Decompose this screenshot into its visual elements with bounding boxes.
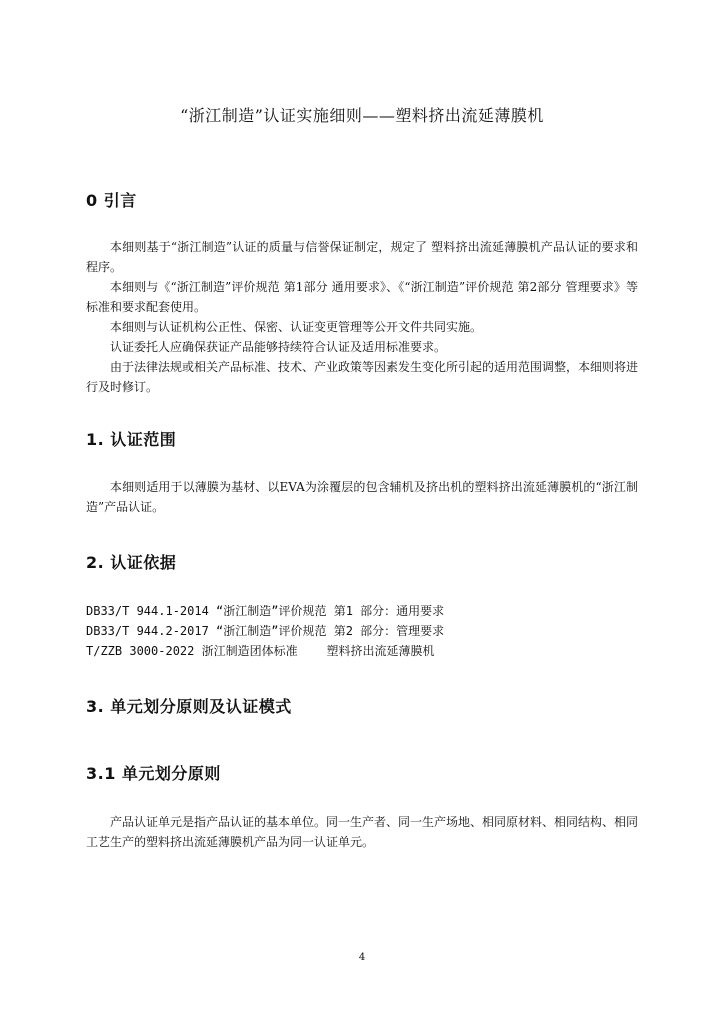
section-1-body <box>86 477 638 517</box>
reference-item: T/ZZB 3000-2022 浙江制造团体标准 塑料挤出流延薄膜机 <box>86 644 435 658</box>
reference-item: DB33/T 944.1-2014 “浙江制造”评价规范 第1 部分：通用要求 <box>86 604 445 618</box>
section-3-1-body <box>86 812 638 852</box>
section-0-paragraph: 本细则与《“浙江制造”评价规范 第1部分 通用要求》、《“浙江制造”评价规范 第2部分 管理要求》等标准和要求配套使用。 <box>86 280 638 314</box>
section-1-paragraph: 本细则适用于以薄膜为基材、以EVA为涂覆层的包含辅机及挤出机的塑料挤出流延薄膜机的“浙江制造”产品认证。 <box>86 480 638 514</box>
section-0-body <box>86 237 638 397</box>
section-3-1-paragraph: 产品认证单元是指产品认证的基本单位。同一生产者、同一生产场地、相同原材料、相同结构、相同工艺生产的塑料挤出流延薄膜机产品为同一认证单元。 <box>86 815 639 849</box>
section-2-heading: 2. 认证依据 <box>86 553 177 572</box>
reference-item: DB33/T 944.2-2017 “浙江制造”评价规范 第2 部分：管理要求 <box>86 624 445 638</box>
section-3-1-heading: 3.1 单元划分原则 <box>86 764 221 783</box>
page-number: 4 <box>358 952 366 963</box>
document-title: “浙江制造”认证实施细则——塑料挤出流延薄膜机 <box>180 106 544 125</box>
section-0-paragraph: 由于法律法规或相关产品标准、技术、产业政策等因素发生变化所引起的适用范围调整，本细则将进行及时修订。 <box>86 360 639 394</box>
section-1-heading: 1. 认证范围 <box>86 430 177 449</box>
section-0-paragraph: 本细则与认证机构公正性、保密、认证变更管理等公开文件共同实施。 <box>110 320 483 334</box>
reference-list <box>86 601 638 661</box>
section-0-paragraph: 本细则基于“浙江制造”认证的质量与信誉保证制定，规定了 塑料挤出流延薄膜机产品认证的要求和程序。 <box>86 240 638 274</box>
section-0-heading: 0 引言 <box>86 191 137 210</box>
section-0-paragraph: 认证委托人应确保获证产品能够持续符合认证及适用标准要求。 <box>110 340 447 354</box>
section-3-heading: 3. 单元划分原则及认证模式 <box>86 697 292 716</box>
